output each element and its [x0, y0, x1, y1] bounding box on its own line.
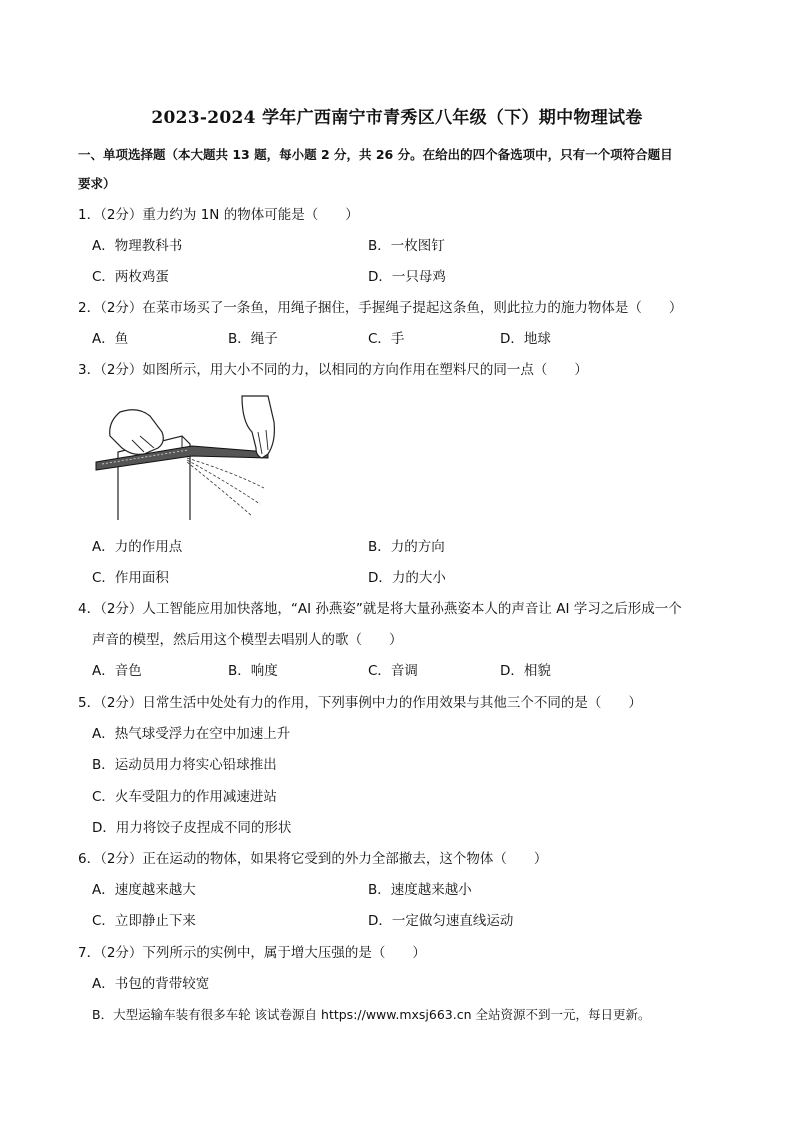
q1-option-b: B．一枚图钉 — [368, 238, 445, 254]
question-3-stem: 3．（2分）如图所示，用大小不同的力，以相同的方向作用在塑料尺的同一点（ ） — [78, 362, 588, 378]
question-1-stem: 1．（2分）重力约为 1N 的物体可能是（ ） — [78, 207, 359, 223]
q2-option-c: C．手 — [368, 331, 405, 347]
q4-option-a: A．音色 — [92, 663, 142, 679]
ruler-bending-figure — [92, 392, 282, 527]
q7-option-a: A．书包的背带较宽 — [92, 976, 210, 992]
q1-option-c: C．两枚鸡蛋 — [92, 269, 169, 285]
q2-option-d: D．地球 — [500, 331, 551, 347]
q3-option-a: A．力的作用点 — [92, 539, 183, 555]
q4-option-c: C．音调 — [368, 663, 418, 679]
q5-option-a: A．热气球受浮力在空中加速上升 — [92, 726, 291, 742]
question-2-stem: 2．（2分）在菜市场买了一条鱼，用绳子捆住，手握绳子提起这条鱼，则此拉力的施力物体是（ ） — [78, 300, 683, 316]
section-heading: 一、单项选择题（本大题共 13 题，每小题 2 分，共 26 分。在给出的四个备选项中，只有一个项符合题目 — [78, 147, 673, 162]
q7-option-b: B．大型运输车装有很多车轮 该试卷源自 https://www.mxsj663.cn 全站资源不到一元，每日更新。 — [92, 1007, 651, 1022]
q6-option-b: B．速度越来越小 — [368, 882, 472, 898]
q5-option-b: B．运动员用力将实心铅球推出 — [92, 757, 277, 773]
q6-option-d: D．一定做匀速直线运动 — [368, 913, 514, 929]
q2-option-b: B．绳子 — [228, 331, 278, 347]
section-heading-cont: 要求） — [78, 176, 116, 191]
q5-option-c: C．火车受阻力的作用减速进站 — [92, 789, 277, 805]
q2-option-a: A．鱼 — [92, 331, 129, 347]
q6-option-c: C．立即静止下来 — [92, 913, 196, 929]
question-6-stem: 6．（2分）正在运动的物体，如果将它受到的外力全部撤去，这个物体（ ） — [78, 851, 548, 867]
question-5-stem: 5．（2分）日常生活中处处有力的作用，下列事例中力的作用效果与其他三个不同的是（ ） — [78, 695, 642, 711]
q3-option-b: B．力的方向 — [368, 539, 445, 555]
q4-option-b: B．响度 — [228, 663, 278, 679]
q1-option-d: D．一只母鸡 — [368, 269, 446, 285]
question-4-stem-cont: 声音的模型，然后用这个模型去唱别人的歌（ ） — [92, 632, 403, 648]
q3-option-c: C．作用面积 — [92, 570, 169, 586]
q4-option-d: D．相貌 — [500, 663, 551, 679]
exam-title: 2023-2024 学年广西南宁市青秀区八年级（下）期中物理试卷 — [151, 108, 643, 128]
q1-option-a: A．物理教科书 — [92, 238, 183, 254]
q3-option-d: D．力的大小 — [368, 570, 446, 586]
question-7-stem: 7．（2分）下列所示的实例中，属于增大压强的是（ ） — [78, 945, 426, 961]
question-4-stem: 4．（2分）人工智能应用加快落地，“AI 孙燕姿”就是将大量孙燕姿本人的声音让 AI 学习之后形成一个 — [78, 601, 682, 617]
q6-option-a: A．速度越来越大 — [92, 882, 196, 898]
q5-option-d: D．用力将饺子皮捏成不同的形状 — [92, 820, 292, 836]
